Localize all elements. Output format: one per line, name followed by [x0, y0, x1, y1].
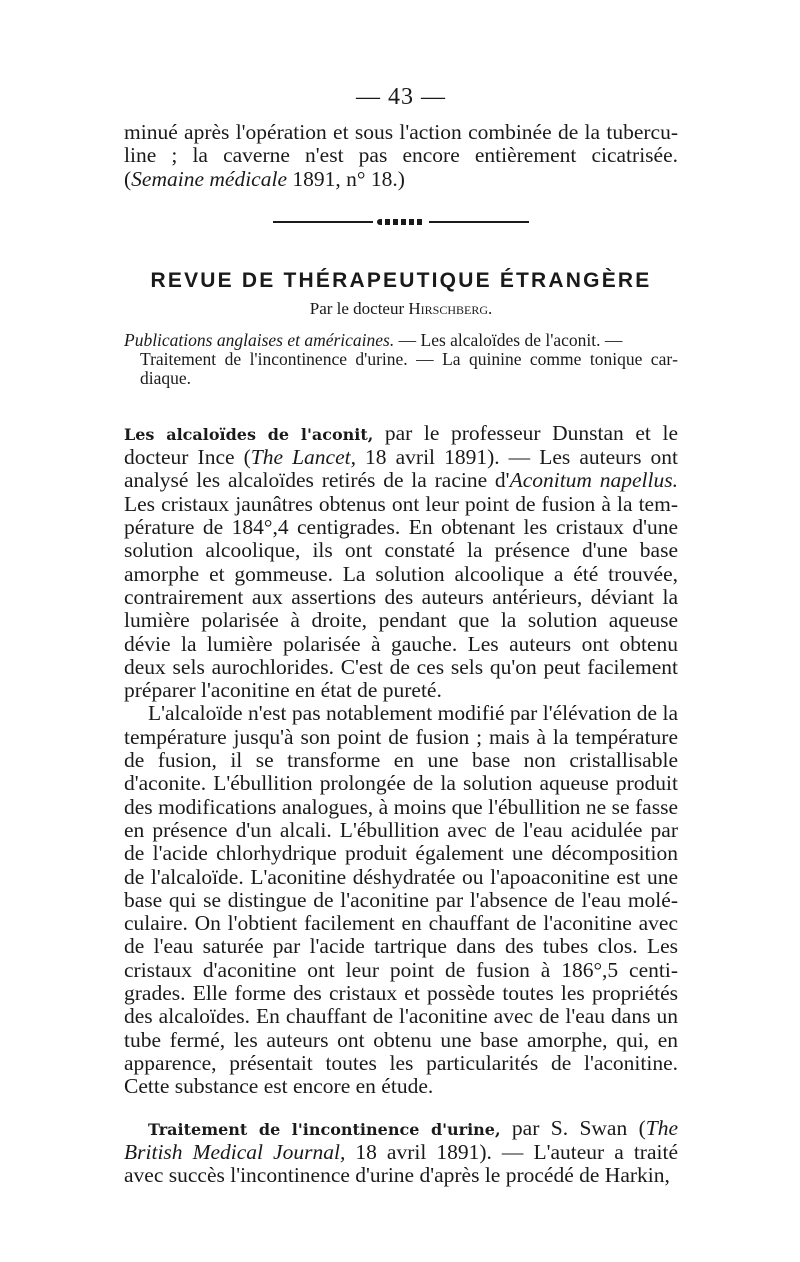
- summary-italic: Publications anglaises et américaines.: [124, 329, 395, 350]
- article-incontinence-text-2: 18 avril 1891). — L'auteur a traité avec succès l'incontinence d'urine d'après le procédé de Harkin,: [124, 1139, 678, 1188]
- article-aconit-text-2: 18 avril 1891). — Les auteurs ont analysé les alcaloïdes retirés de la racine d': [124, 445, 678, 493]
- article-incontinence-journal: The British Medical Journal,: [124, 1115, 678, 1164]
- intro-source: Semaine médicale: [131, 166, 287, 191]
- article-incontinence-text-1: par S. Swan (: [500, 1115, 646, 1140]
- summary-text-2: Traitement de l'incontinence d'urine. — La quinine comme tonique cardiaque.: [140, 348, 678, 388]
- section-author-line: [124, 299, 678, 319]
- document-page: [124, 84, 678, 1187]
- section-divider-ornament: [124, 219, 678, 225]
- article-aconit-journal: The Lancet,: [250, 445, 356, 470]
- article-incontinence-heading: Traitement de l'incontinence d'urine,: [148, 1119, 501, 1139]
- article-aconit-plant: Aconitum napellus.: [509, 468, 678, 493]
- article-incontinence-paragraph: [124, 1117, 678, 1188]
- article-aconit-text-1: par le professeur Dunstan et le docteur Ince (: [124, 420, 678, 470]
- intro-citation: 1891, n° 18.): [286, 166, 405, 191]
- author-name: Hirschberg.: [408, 298, 493, 318]
- intro-paragraph: [124, 121, 678, 191]
- intro-text: minué après l'opération et sous l'action combinée de la tuberculine ; la caverne n'est pas encore entièrement cicatrisée. (: [124, 120, 678, 191]
- section-summary: [124, 331, 678, 388]
- article-aconit-paragraph-2: L'alcaloïde n'est pas notablement modifié par l'élévation de la température jusqu'à son point de fusion ; mais à la température de fusion, il se transforme en une base non cristallisable d'aconite. L'ébullition prolongée de la solution aqueuse produit des modifications analogues, à moins que l'ébullition ne se fasse en présence d'un alcali. L'ébullition avec de l'eau acidulée par de l'acide chlorhydrique produit également une décomposition de l'alcaloïde. L'aconitine déshydratée ou l'apoaconitine est une base qui se distingue de l'aconitine par l'absence de l'eau moléculaire. On l'obtient facilement en chauffant de l'aconitine avec de l'eau saturée par l'acide tartrique dans des tubes clos. Les cristaux d'aconitine ont leur point de fusion à 186°,5 centigrades. Elle forme des cristaux et possède toutes les propriétés des alcaloïdes. En chauffant de l'aconitine avec de l'eau dans un tube fermé, les auteurs ont obtenu une base amorphe, qui, en apparence, présentait toutes les particularités de l'aconitine. Cette substance est encore en étude.: [124, 701, 678, 1099]
- author-prefix: Par le docteur: [309, 298, 409, 318]
- article-aconit-paragraph-1: [124, 422, 678, 703]
- article-aconit-text-3: Les cristaux jaunâtres obtenus ont leur point de fusion à la température de 184°,4 centigrades. En obtenant les cristaux d'une solution alcoolique, ils ont constaté la présence d'une base amorphe et gommeuse. La solution alcoolique a été trouvée, contrairement aux assertions des auteurs antérieurs, déviant la lumière polarisée à droite, pendant que la solution aqueuse dévie la lumière polarisée à gauche. Les auteurs ont obtenu deux sels aurochlorides. C'est de ces sels qu'on peut facilement préparer l'aconitine en état de pureté.: [124, 491, 678, 703]
- page-number: — 43 —: [356, 84, 446, 110]
- section-title: REVUE DE THÉRAPEUTIQUE ÉTRANGÈRE: [150, 268, 652, 292]
- article-aconit-heading: Les alcaloïdes de l'aconit,: [124, 424, 374, 444]
- summary-text-1: — Les alcaloïdes de l'aconit. —: [394, 329, 623, 350]
